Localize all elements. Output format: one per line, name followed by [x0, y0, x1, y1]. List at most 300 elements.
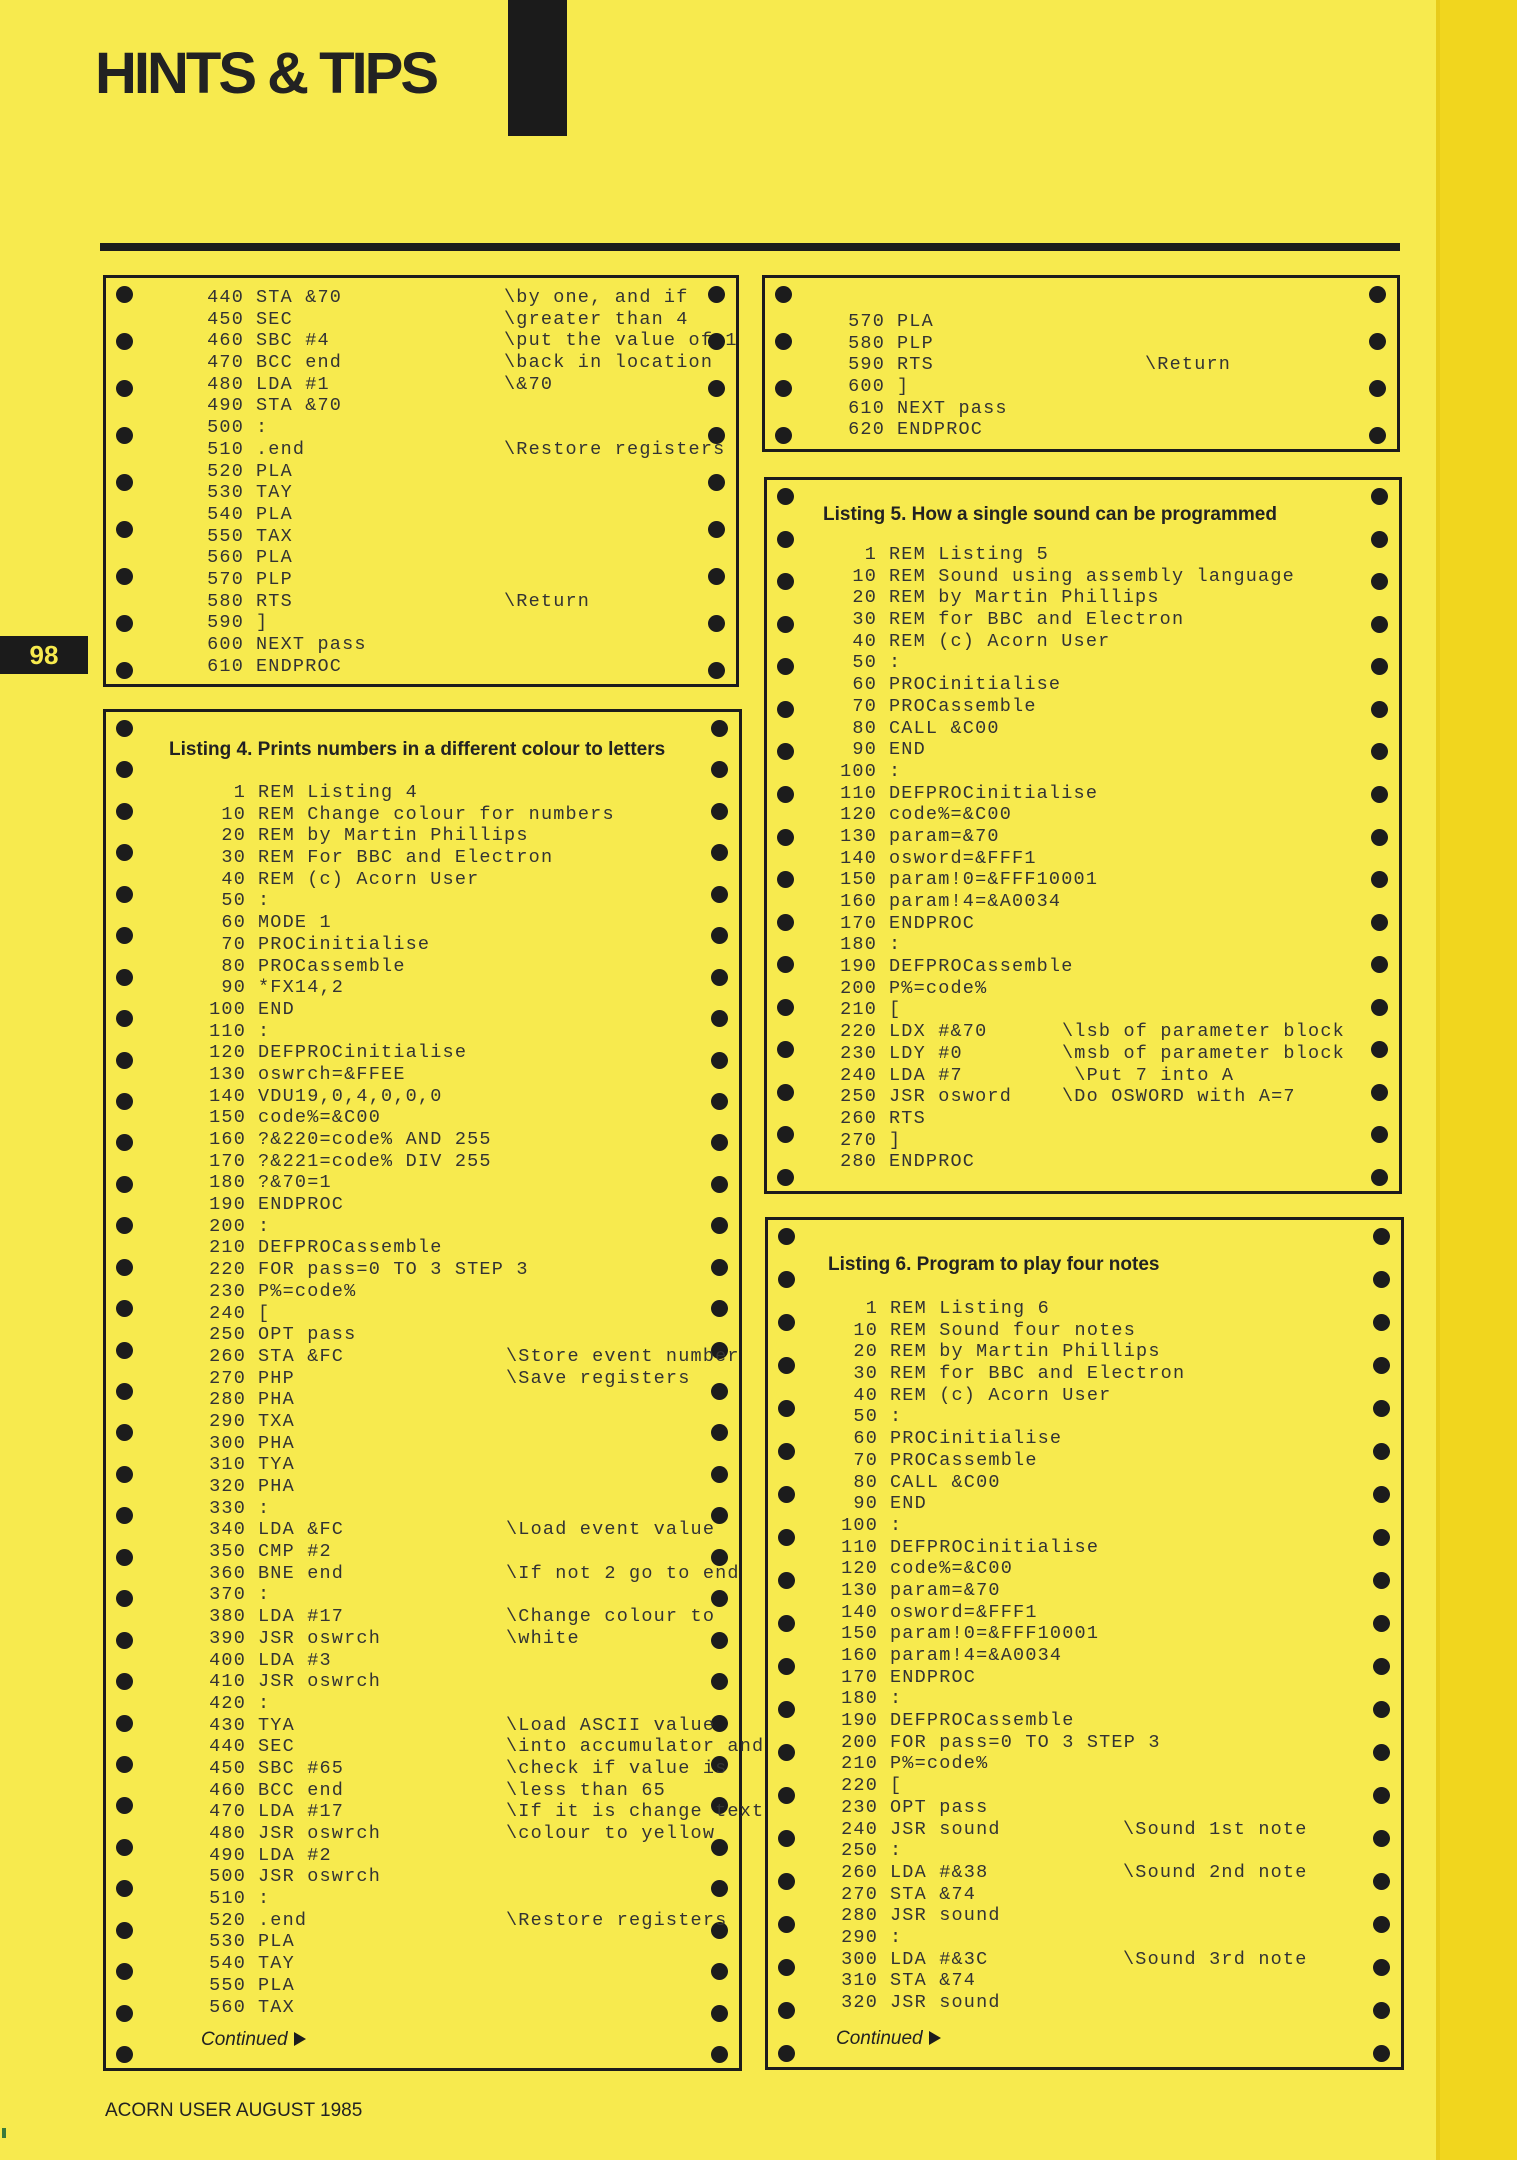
- sprocket-hole: [116, 1383, 133, 1400]
- code-line: [817, 761, 1377, 783]
- comment: \white: [506, 1627, 580, 1649]
- line-number: 190: [840, 956, 877, 978]
- line-number: 20: [852, 587, 877, 609]
- line-number: 150: [209, 1107, 246, 1129]
- line-number: 110: [840, 782, 877, 804]
- section-title: HINTS & TIPS: [95, 41, 437, 106]
- code-line: [186, 1368, 716, 1390]
- code-line: [818, 1385, 1378, 1407]
- line-number: 300: [841, 1948, 878, 1970]
- sprocket-hole: [778, 1486, 795, 1503]
- line-number: 370: [209, 1584, 246, 1606]
- code-line: [186, 1086, 716, 1108]
- sprocket-hole: [777, 914, 794, 931]
- code-line: [818, 1363, 1378, 1385]
- code-line: [825, 333, 1345, 355]
- continued-label: [201, 2029, 306, 2051]
- listing-4-box: [103, 709, 765, 2071]
- line-number: 450: [209, 1757, 246, 1779]
- comment: \check if value is: [506, 1757, 728, 1779]
- code-line: [186, 1888, 716, 1910]
- sprocket-hole: [778, 1572, 795, 1589]
- sprocket-hole: [777, 999, 794, 1016]
- line-number: 1: [865, 1298, 878, 1319]
- line-number: 560: [209, 1996, 246, 2018]
- sprocket-hole: [777, 1126, 794, 1143]
- sprocket-hole: [778, 1916, 795, 1933]
- statement: param=&70: [889, 825, 1000, 847]
- line-number: 280: [840, 1151, 877, 1173]
- line-number: 270: [841, 1883, 878, 1905]
- comment: \Sound 3rd note: [1123, 1948, 1308, 1970]
- code-line: [818, 1753, 1378, 1775]
- statement: BNE end: [258, 1562, 345, 1584]
- page-number: 98: [0, 636, 88, 674]
- code-line: [184, 656, 704, 678]
- sprocket-hole: [777, 871, 794, 888]
- statement: REM by Martin Phillips: [258, 825, 529, 847]
- code-line: [186, 1562, 740, 1585]
- line-number: 470: [207, 352, 244, 374]
- code-line: [186, 1237, 716, 1259]
- statement: param!4=&A0034: [889, 891, 1062, 912]
- code-line: [186, 1324, 716, 1346]
- code-listing: [818, 1298, 1378, 2014]
- sprocket-hole: [778, 1959, 795, 1976]
- code-line: [818, 1341, 1378, 1363]
- sprocket-hole: [775, 333, 792, 350]
- statement: BCC end: [258, 1779, 345, 1801]
- code-line: [186, 1715, 716, 1737]
- statement: REM for BBC and Electron: [890, 1363, 1186, 1385]
- statement: JSR sound: [890, 1992, 1001, 2013]
- code-line: [186, 825, 716, 847]
- code-line: [817, 869, 1377, 891]
- code-line: [818, 1992, 1378, 2014]
- code-line: [186, 1931, 716, 1953]
- code-line: [184, 395, 704, 417]
- code-line: [817, 1043, 1377, 1065]
- line-number: 450: [207, 308, 244, 330]
- line-number: 610: [207, 655, 244, 677]
- statement: ]: [897, 376, 910, 398]
- listing-box-continued: [103, 275, 739, 687]
- line-number: 120: [841, 1558, 878, 1580]
- code-line: [817, 674, 1377, 696]
- arrow-right-icon: [929, 2031, 941, 2045]
- statement: PLP: [897, 332, 934, 354]
- code-line: [817, 631, 1377, 653]
- sprocket-hole: [1369, 380, 1386, 397]
- statement: STA &70: [256, 287, 343, 308]
- sprocket-hole: [116, 380, 133, 397]
- sprocket-hole: [777, 829, 794, 846]
- line-number: 200: [840, 977, 877, 999]
- statement: PHA: [258, 1432, 295, 1454]
- statement: DEFPROCinitialise: [258, 1042, 468, 1064]
- code-line: [186, 1259, 716, 1281]
- line-number: 160: [841, 1645, 878, 1666]
- line-number: 140: [840, 847, 877, 869]
- line-number: 10: [852, 565, 877, 587]
- statement: CALL &C00: [890, 1471, 1001, 1493]
- code-line: [186, 1628, 716, 1650]
- code-line: [817, 999, 1377, 1021]
- line-number: 360: [209, 1562, 246, 1584]
- code-line: [818, 1623, 1378, 1645]
- code-line: [818, 1320, 1378, 1342]
- code-line: [818, 1775, 1378, 1797]
- line-number: 290: [209, 1410, 246, 1432]
- code-line: [817, 826, 1377, 848]
- line-number: 270: [840, 1129, 877, 1151]
- sprocket-hole: [116, 1010, 133, 1027]
- code-line: [186, 956, 716, 978]
- statement: FOR pass=0 TO 3 STEP 3: [258, 1259, 529, 1281]
- line-number: 50: [852, 652, 877, 674]
- statement: BCC end: [256, 352, 343, 374]
- statement: ENDPROC: [889, 1151, 976, 1173]
- code-line: [186, 1194, 716, 1216]
- sprocket-hole: [116, 286, 133, 303]
- line-number: 50: [221, 890, 246, 912]
- code-line: [818, 1667, 1378, 1689]
- statement: LDA #&38: [890, 1861, 989, 1883]
- code-line: [184, 612, 704, 634]
- code-line: [186, 1584, 716, 1606]
- sprocket-hole: [116, 521, 133, 538]
- statement: JSR oswrch: [258, 1671, 382, 1693]
- comment: \Do OSWORD with A=7: [1062, 1086, 1296, 1108]
- line-number: 10: [853, 1319, 878, 1341]
- line-number: 620: [848, 419, 885, 441]
- code-line: [186, 934, 716, 956]
- statement: .end: [256, 438, 306, 460]
- continued-label: [836, 2028, 941, 2050]
- statement: :: [258, 1497, 271, 1519]
- sprocket-hole: [778, 1744, 795, 1761]
- line-number: 440: [209, 1736, 246, 1758]
- line-number: 490: [209, 1844, 246, 1866]
- code-line: [184, 309, 704, 331]
- statement: STA &74: [890, 1970, 977, 1992]
- statement: REM Sound four notes: [890, 1319, 1137, 1341]
- statement: ENDPROC: [890, 1666, 977, 1688]
- statement: REM Listing 6: [890, 1298, 1050, 1319]
- code-line: [184, 526, 704, 548]
- statement: :: [258, 1692, 271, 1714]
- sprocket-hole: [777, 956, 794, 973]
- comment: \by one, and if: [504, 287, 689, 308]
- code-line: [184, 634, 704, 656]
- sprocket-hole: [777, 573, 794, 590]
- sprocket-hole: [778, 2002, 795, 2019]
- code-line: [825, 398, 1345, 420]
- sprocket-hole: [778, 1615, 795, 1632]
- statement: REM (c) Acorn User: [889, 630, 1111, 652]
- statement: PROCinitialise: [258, 933, 431, 955]
- statement: :: [889, 652, 902, 674]
- line-number: 550: [207, 525, 244, 547]
- statement: LDY #0: [889, 1042, 963, 1064]
- code-line: [818, 1450, 1378, 1472]
- statement: PROCassemble: [889, 695, 1037, 717]
- line-number: 260: [209, 1345, 246, 1367]
- code-line: [818, 1732, 1378, 1754]
- statement: ?&70=1: [258, 1172, 332, 1194]
- line-number: 80: [853, 1471, 878, 1493]
- statement: ]: [256, 612, 269, 634]
- code-line: [186, 1801, 765, 1823]
- code-line: [818, 1537, 1378, 1559]
- sprocket-hole: [778, 1314, 795, 1331]
- sprocket-hole: [116, 720, 133, 737]
- statement: REM by Martin Phillips: [889, 587, 1160, 609]
- sprocket-hole: [777, 1169, 794, 1186]
- sprocket-hole: [116, 1342, 133, 1359]
- code-line: [817, 1130, 1377, 1152]
- code-line: [186, 1411, 716, 1433]
- line-number: 230: [840, 1042, 877, 1064]
- statement: PROCinitialise: [890, 1428, 1063, 1450]
- statement: code%=&C00: [890, 1558, 1014, 1580]
- line-number: 1: [864, 544, 877, 565]
- line-number: 200: [209, 1215, 246, 1237]
- statement: LDA #7: [889, 1064, 963, 1086]
- code-line: [817, 848, 1377, 870]
- line-number: 80: [221, 955, 246, 977]
- line-number: 460: [209, 1779, 246, 1801]
- statement: PROCinitialise: [889, 674, 1062, 696]
- line-number: 20: [853, 1341, 878, 1363]
- statement: MODE 1: [258, 912, 332, 934]
- sprocket-hole: [775, 286, 792, 303]
- line-number: 240: [209, 1302, 246, 1324]
- code-line: [186, 1541, 716, 1563]
- code-line: [184, 482, 704, 504]
- comment: \Store event number: [506, 1345, 740, 1367]
- sprocket-hole: [777, 743, 794, 760]
- line-number: 460: [207, 330, 244, 352]
- line-number: 520: [207, 460, 244, 482]
- code-line: [817, 934, 1377, 956]
- line-number: 110: [209, 1020, 246, 1042]
- line-number: 30: [852, 609, 877, 631]
- statement: DEFPROCassemble: [258, 1237, 443, 1259]
- sprocket-hole: [778, 1228, 795, 1245]
- code-line: [817, 609, 1377, 631]
- sprocket-hole: [708, 521, 725, 538]
- code-listing: [817, 544, 1377, 1173]
- listing-6-box: [765, 1217, 1404, 2070]
- code-line: [186, 1671, 716, 1693]
- sprocket-hole: [711, 761, 728, 778]
- comment: \Load event value: [506, 1519, 716, 1541]
- code-line: [186, 1606, 716, 1628]
- line-number: 530: [207, 482, 244, 504]
- code-line: [186, 1064, 716, 1086]
- statement: NEXT pass: [897, 397, 1008, 419]
- code-line: [186, 1757, 728, 1780]
- statement: TYA: [258, 1714, 295, 1736]
- line-number: 170: [841, 1666, 878, 1688]
- sprocket-hole: [777, 488, 794, 505]
- line-number: 430: [209, 1714, 246, 1736]
- sprocket-hole: [116, 333, 133, 350]
- line-number: 420: [209, 1692, 246, 1714]
- code-line: [186, 1476, 716, 1498]
- statement: SEC: [258, 1736, 295, 1758]
- statement: FOR pass=0 TO 3 STEP 3: [890, 1731, 1161, 1753]
- comment: \Save registers: [506, 1367, 691, 1389]
- sprocket-hole: [116, 662, 133, 679]
- statement: LDA #&3C: [890, 1948, 989, 1970]
- code-listing: [186, 782, 765, 2018]
- statement: REM (c) Acorn User: [258, 868, 480, 890]
- code-line: [825, 354, 1345, 376]
- sprocket-hole: [116, 2046, 133, 2063]
- sprocket-holes-left: [110, 712, 140, 2068]
- line-number: 1: [233, 782, 246, 803]
- statement: LDA #17: [258, 1801, 345, 1823]
- sprocket-hole: [116, 568, 133, 585]
- sprocket-holes-left: [771, 480, 801, 1191]
- scan-speck: [2, 2128, 6, 2138]
- listing-5-box: [764, 477, 1402, 1194]
- sprocket-hole: [708, 474, 725, 491]
- code-line: [817, 652, 1377, 674]
- line-number: 260: [840, 1107, 877, 1129]
- line-number: 220: [841, 1775, 878, 1797]
- comment: \lsb of parameter block: [1062, 1021, 1345, 1043]
- sprocket-hole: [777, 616, 794, 633]
- comment: \greater than 4: [504, 308, 689, 330]
- line-number: 230: [209, 1280, 246, 1302]
- code-line: [186, 1021, 716, 1043]
- sprocket-hole: [116, 1632, 133, 1649]
- code-line: [186, 1866, 716, 1888]
- sprocket-hole: [116, 1797, 133, 1814]
- line-number: 30: [853, 1363, 878, 1385]
- statement: SBC #65: [258, 1757, 345, 1779]
- line-number: 190: [841, 1710, 878, 1732]
- line-number: 70: [221, 933, 246, 955]
- code-line: [818, 1645, 1378, 1667]
- line-number: 40: [221, 868, 246, 890]
- code-line: [818, 1840, 1378, 1862]
- line-number: 480: [209, 1823, 246, 1844]
- statement: :: [889, 934, 902, 956]
- statement: ?&220=code% AND 255: [258, 1129, 492, 1150]
- line-number: 280: [209, 1389, 246, 1411]
- code-line: [825, 419, 1345, 441]
- line-number: 60: [221, 912, 246, 934]
- line-number: 90: [221, 977, 246, 999]
- code-line: [818, 1580, 1378, 1602]
- statement: PLA: [256, 503, 293, 525]
- code-line: [817, 1021, 1377, 1043]
- statement: :: [256, 417, 269, 439]
- line-number: 340: [209, 1519, 246, 1541]
- line-number: 570: [207, 568, 244, 590]
- code-line: [186, 804, 716, 826]
- line-number: 550: [209, 1974, 246, 1996]
- sprocket-hole: [778, 1271, 795, 1288]
- sprocket-hole: [116, 1424, 133, 1441]
- statement: param!4=&A0034: [890, 1645, 1063, 1666]
- sprocket-hole: [778, 1529, 795, 1546]
- statement: JSR oswrch: [258, 1627, 382, 1649]
- sprocket-hole: [708, 615, 725, 632]
- sprocket-hole: [116, 615, 133, 632]
- code-line: [186, 1107, 716, 1129]
- statement: JSR sound: [890, 1905, 1001, 1927]
- code-line: [186, 1953, 716, 1975]
- line-number: 300: [209, 1432, 246, 1454]
- line-number: 250: [841, 1840, 878, 1862]
- line-number: 390: [209, 1627, 246, 1649]
- line-number: 380: [209, 1606, 246, 1628]
- code-line: [186, 1303, 716, 1325]
- sprocket-hole: [777, 1041, 794, 1058]
- statement: TAY: [258, 1953, 295, 1975]
- line-number: 220: [209, 1259, 246, 1281]
- code-line: [186, 869, 716, 891]
- code-line: [818, 1819, 1378, 1841]
- comment: \Load ASCII value: [506, 1714, 716, 1736]
- sprocket-hole: [778, 1357, 795, 1374]
- statement: CALL &C00: [889, 717, 1000, 739]
- sprocket-hole: [711, 720, 728, 737]
- statement: LDA #3: [258, 1649, 332, 1671]
- code-line: [184, 569, 704, 591]
- sprocket-hole: [116, 1093, 133, 1110]
- code-line: [817, 1065, 1377, 1087]
- sprocket-hole: [116, 1217, 133, 1234]
- statement: JSR sound: [890, 1818, 1001, 1840]
- statement: JSR oswrch: [258, 1866, 382, 1888]
- code-line: [817, 956, 1377, 978]
- statement: PROCassemble: [258, 955, 406, 977]
- code-line: [184, 438, 726, 461]
- statement: LDA #1: [256, 373, 330, 395]
- line-number: 600: [207, 634, 244, 655]
- statement: PLA: [256, 460, 293, 482]
- code-line: [186, 1736, 765, 1758]
- comment: \Return: [504, 590, 591, 612]
- sprocket-hole: [116, 2005, 133, 2022]
- statement: P%=code%: [889, 977, 988, 999]
- code-line: [818, 1688, 1378, 1710]
- line-number: 60: [853, 1428, 878, 1450]
- line-number: 180: [841, 1688, 878, 1710]
- code-line: [817, 1108, 1377, 1130]
- line-number: 440: [207, 287, 244, 308]
- comment: \into accumulator and: [506, 1736, 765, 1758]
- statement: DEFPROCassemble: [890, 1710, 1075, 1732]
- line-number: 480: [207, 373, 244, 395]
- line-number: 20: [221, 825, 246, 847]
- statement: P%=code%: [890, 1753, 989, 1775]
- code-line: [186, 1909, 728, 1932]
- statement: JSR osword: [889, 1086, 1013, 1108]
- statement: P%=code%: [258, 1280, 357, 1302]
- code-line: [186, 1433, 716, 1455]
- statement: ENDPROC: [889, 912, 976, 934]
- statement: LDA #2: [258, 1844, 332, 1866]
- code-line: [186, 890, 716, 912]
- sprocket-hole: [711, 2046, 728, 2063]
